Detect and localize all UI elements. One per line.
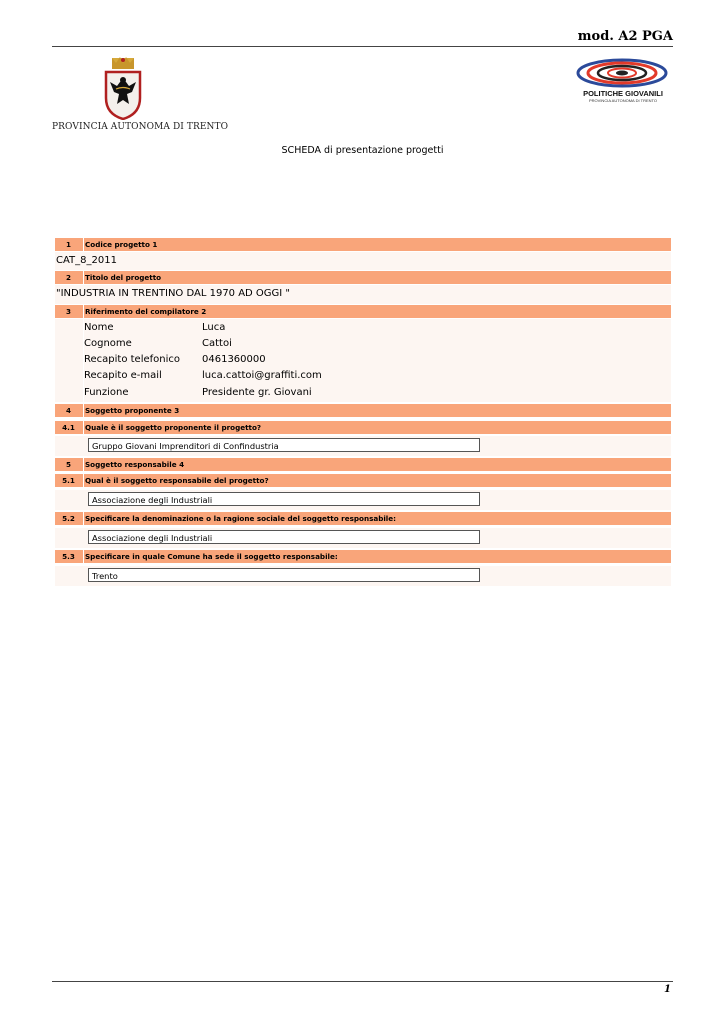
section-label: Specificare la denominazione o la ragione sociale del soggetto responsabile: xyxy=(85,514,397,523)
company-name-row xyxy=(55,528,671,548)
divider xyxy=(83,512,84,525)
section-label: Soggetto responsabile 4 xyxy=(85,460,185,469)
footer-divider xyxy=(52,981,673,982)
section-number: 5.2 xyxy=(62,514,75,523)
section-label: Soggetto proponente 3 xyxy=(85,406,180,415)
section-number: 4 xyxy=(65,406,71,415)
section-label: Specificare in quale Comune ha sede il soggetto responsabile: xyxy=(85,552,338,561)
divider xyxy=(83,474,84,487)
politiche-giovanili-sublabel: PROVINCIA AUTONOMA DI TRENTO xyxy=(588,98,658,103)
compiler-field-label: Cognome xyxy=(84,338,132,349)
document-title: SCHEDA di presentazione progetti xyxy=(281,145,444,156)
compiler-field-value: Presidente gr. Giovani xyxy=(202,387,312,398)
project-title-row xyxy=(55,285,671,304)
section-number: 1 xyxy=(65,240,71,249)
compiler-field-value: 0461360000 xyxy=(202,354,266,365)
project-code-value: CAT_8_2011 xyxy=(56,255,117,266)
responsible-field[interactable]: Associazione degli Industriali xyxy=(88,492,480,506)
divider xyxy=(83,404,84,417)
divider xyxy=(83,305,84,318)
province-crest-logo xyxy=(100,56,146,120)
section-label: Qual è il soggetto responsabile del progetto? xyxy=(85,476,269,485)
form-code: mod. A2 PGA xyxy=(577,29,673,44)
divider xyxy=(83,271,84,284)
compiler-field-label: Funzione xyxy=(84,387,129,398)
section-header-2 xyxy=(55,271,671,284)
compiler-indent xyxy=(55,319,83,402)
politiche-giovanili-label: POLITICHE GIOVANILI xyxy=(583,89,663,98)
compiler-field-value: Cattoi xyxy=(202,338,232,349)
section-header-4 xyxy=(55,404,671,417)
page-number: 1 xyxy=(664,984,671,995)
section-label: Codice progetto 1 xyxy=(85,240,158,249)
compiler-field-label: Recapito e-mail xyxy=(84,370,162,381)
divider xyxy=(83,550,84,563)
divider xyxy=(83,421,84,434)
section-header-5-2 xyxy=(55,512,671,525)
proponent-field[interactable]: Gruppo Giovani Imprenditori di Confindustria xyxy=(88,438,480,452)
section-label: Titolo del progetto xyxy=(85,273,162,282)
section-number: 5 xyxy=(65,460,71,469)
section-header-5-1 xyxy=(55,474,671,487)
section-number: 5.3 xyxy=(62,552,75,561)
compiler-field-label: Recapito telefonico xyxy=(84,354,180,365)
section-label: Riferimento del compilatore 2 xyxy=(85,307,207,316)
section-number: 5.1 xyxy=(62,476,75,485)
section-label: Quale è il soggetto proponente il progetto? xyxy=(85,423,262,432)
proponent-row xyxy=(55,436,671,456)
divider xyxy=(83,458,84,471)
project-code-row xyxy=(55,252,671,270)
project-title-value: "INDUSTRIA IN TRENTINO DAL 1970 AD OGGI " xyxy=(56,288,291,299)
divider xyxy=(83,238,84,251)
section-header-3 xyxy=(55,305,671,318)
header-divider xyxy=(52,46,673,47)
politiche-giovanili-logo xyxy=(574,58,672,104)
section-number: 3 xyxy=(65,307,71,316)
section-number: 2 xyxy=(65,273,71,282)
compiler-field-value: Luca xyxy=(202,322,226,333)
company-name-field[interactable]: Associazione degli Industriali xyxy=(88,530,480,544)
section-header-1 xyxy=(55,238,671,251)
section-header-5 xyxy=(55,458,671,471)
responsible-row xyxy=(55,490,671,510)
section-header-5-3 xyxy=(55,550,671,563)
section-header-4-1 xyxy=(55,421,671,434)
municipality-row xyxy=(55,566,671,586)
municipality-field[interactable]: Trento xyxy=(88,568,480,582)
province-name: PROVINCIA AUTONOMA DI TRENTO xyxy=(52,122,229,132)
compiler-field-label: Nome xyxy=(84,322,114,333)
section-number: 4.1 xyxy=(62,423,75,432)
compiler-field-value: luca.cattoi@graffiti.com xyxy=(202,370,322,381)
